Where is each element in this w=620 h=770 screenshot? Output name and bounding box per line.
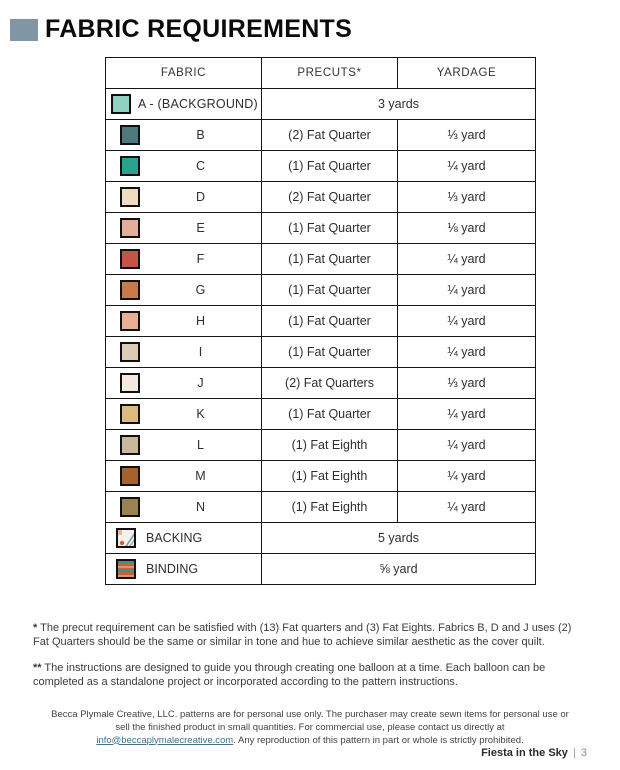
table-row: [106, 492, 536, 523]
fabric-swatch: [120, 497, 140, 517]
fabric-swatch: [120, 125, 140, 145]
table-row: [106, 337, 536, 368]
table-row: [106, 244, 536, 275]
yardage-value: ⅓ yard: [398, 120, 536, 151]
precut-value: (1) Fat Quarter: [262, 275, 398, 306]
precut-value: (1) Fat Eighth: [262, 492, 398, 523]
fabric-label: I: [198, 345, 203, 359]
fabric-label: M: [195, 469, 206, 483]
precut-value: (1) Fat Eighth: [262, 430, 398, 461]
fabric-swatch: [120, 156, 140, 176]
fabric-label: F: [196, 252, 205, 266]
fabric-swatch: [120, 404, 140, 424]
table-row: [106, 399, 536, 430]
precut-value: (1) Fat Quarter: [262, 213, 398, 244]
fabric-label: BINDING: [146, 562, 199, 576]
table-row: [106, 368, 536, 399]
yardage-value: ¼ yard: [398, 151, 536, 182]
document-title: Fiesta in the Sky: [481, 747, 568, 759]
fabric-swatch: [120, 435, 140, 455]
precut-value: (1) Fat Eighth: [262, 461, 398, 492]
fabric-swatch: [120, 249, 140, 269]
yardage-value: ¼ yard: [398, 492, 536, 523]
fabric-label: BACKING: [146, 531, 203, 545]
binding-stripes-swatch: [116, 559, 136, 579]
fabric-swatch: [120, 280, 140, 300]
legal-fine-print: [48, 709, 572, 747]
table-row: [106, 461, 536, 492]
page-footer: [481, 747, 587, 759]
fabric-label: E: [196, 221, 205, 235]
fabric-label: J: [197, 376, 204, 390]
precut-value: (1) Fat Quarter: [262, 306, 398, 337]
fabric-label: G: [195, 283, 206, 297]
column-header-precuts: PRECUTS*: [262, 58, 398, 89]
footnote-text: The instructions are designed to guide you through creating one balloon at a time. Each balloon can be completed as a standalone project or incorporated according to the pattern instructions.: [33, 661, 546, 688]
email-link[interactable]: info@beccaplymalecreative.com: [96, 734, 234, 746]
yardage-value: ¼ yard: [398, 275, 536, 306]
table-row: [106, 182, 536, 213]
column-header-fabric: FABRIC: [106, 58, 262, 89]
yardage-value: ⅛ yard: [398, 213, 536, 244]
fabric-swatch: [120, 218, 140, 238]
table-row: [106, 89, 536, 120]
table-row: [106, 554, 536, 585]
precut-value: (2) Fat Quarter: [262, 120, 398, 151]
table-row: [106, 306, 536, 337]
page-title: FABRIC REQUIREMENTS: [45, 15, 353, 43]
table-row: [106, 275, 536, 306]
fabric-label: D: [195, 190, 206, 204]
yardage-value: 5 yards: [262, 523, 536, 554]
fabric-label: B: [196, 128, 205, 142]
footnote-marker: *: [33, 622, 38, 634]
legal-text-before: Becca Plymale Creative, LLC. patterns are for personal use only. The purchaser may create sewn items for personal use or sell the finished product in small quantities. For commercial use, please contact us directly at: [51, 709, 569, 733]
table-row: [106, 120, 536, 151]
fabric-label: K: [196, 407, 205, 421]
yardage-value: 3 yards: [262, 89, 536, 120]
precut-value: (1) Fat Quarter: [262, 337, 398, 368]
yardage-value: ¼ yard: [398, 399, 536, 430]
precut-value: (2) Fat Quarter: [262, 182, 398, 213]
precut-value: (1) Fat Quarter: [262, 151, 398, 182]
fabric-swatch: [111, 94, 131, 114]
fabric-requirements-table: [105, 57, 536, 585]
accent-square: [10, 19, 38, 41]
yardage-value: ⅝ yard: [262, 554, 536, 585]
section-header: [10, 15, 352, 44]
yardage-value: ⅓ yard: [398, 182, 536, 213]
yardage-value: ¼ yard: [398, 244, 536, 275]
footnote-precuts: [33, 621, 590, 650]
table-row: [106, 213, 536, 244]
fabric-swatch: [120, 466, 140, 486]
footnote-marker: **: [33, 661, 42, 674]
table-row: [106, 151, 536, 182]
fabric-label: C: [195, 159, 206, 173]
footnotes: [33, 621, 590, 700]
fabric-label: L: [197, 438, 204, 452]
table-row: [106, 523, 536, 554]
fabric-swatch: [120, 187, 140, 207]
fabric-label: A - (BACKGROUND): [138, 97, 258, 111]
fabric-label: H: [195, 314, 206, 328]
backing-print-swatch: [116, 528, 136, 548]
yardage-value: ¼ yard: [398, 430, 536, 461]
column-header-yardage: YARDAGE: [398, 58, 536, 89]
legal-text-after: . Any reproduction of this pattern in part or whole is strictly prohibited.: [233, 734, 524, 746]
fabric-swatch: [120, 311, 140, 331]
fabric-swatch: [120, 342, 140, 362]
page-number: 3: [580, 747, 587, 759]
precut-value: (2) Fat Quarters: [262, 368, 398, 399]
fabric-label: N: [195, 500, 206, 514]
precut-value: (1) Fat Quarter: [262, 244, 398, 275]
fabric-swatch: [120, 373, 140, 393]
yardage-value: ¼ yard: [398, 337, 536, 368]
yardage-value: ⅓ yard: [398, 368, 536, 399]
footnote-text: The precut requirement can be satisfied with (13) Fat quarters and (3) Fat Eights. Fabrics B, D and J uses (2) Fat Quarters should be the same or similar in tone and hue to achieve similar aesthetic as the cover quilt.: [33, 622, 572, 649]
table-header-row: [106, 58, 536, 89]
footer-separator: |: [572, 747, 576, 759]
yardage-value: ¼ yard: [398, 461, 536, 492]
yardage-value: ¼ yard: [398, 306, 536, 337]
footnote-instructions: [33, 661, 590, 690]
precut-value: (1) Fat Quarter: [262, 399, 398, 430]
table-row: [106, 430, 536, 461]
